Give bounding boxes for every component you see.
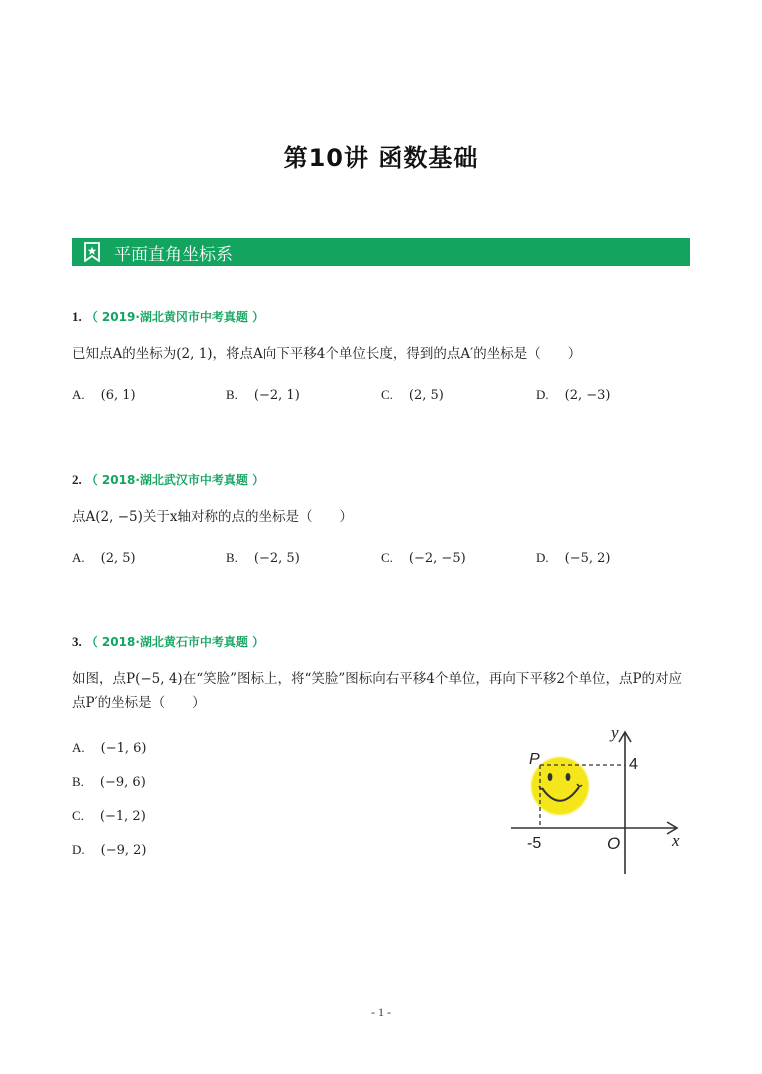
question-source: （ 2018·湖北黄石市中考真题 ）	[85, 635, 265, 649]
origin-label: O	[607, 834, 621, 853]
option-a[interactable]: A. (6, 1)	[72, 387, 136, 403]
option-b[interactable]: B. (−2, 1)	[226, 387, 300, 403]
section-header	[72, 238, 690, 266]
option-a[interactable]: A. (−1, 6)	[72, 740, 147, 756]
x-axis-label: x	[672, 831, 680, 850]
question-number: 2.	[72, 472, 82, 487]
question-source: （ 2018·湖北武汉市中考真题 ）	[85, 473, 265, 487]
question-2-text: 点A(2, −5)关于x轴对称的点的坐标是（ ）	[72, 509, 353, 525]
option-c[interactable]: C. (−2, −5)	[381, 550, 466, 566]
option-c[interactable]: C. (2, 5)	[381, 387, 444, 403]
option-d[interactable]: D. (−9, 2)	[72, 842, 147, 858]
page-number: - 1 -	[371, 1005, 391, 1019]
question-number: 3.	[72, 634, 82, 649]
question-3-header	[72, 633, 264, 650]
question-2-header	[72, 471, 264, 488]
option-a[interactable]: A. (2, 5)	[72, 550, 136, 566]
option-b[interactable]: B. (−9, 6)	[72, 774, 146, 790]
option-b[interactable]: B. (−2, 5)	[226, 550, 300, 566]
question-3-text: 如图，点P(−5, 4)在“笑脸”图标上，将“笑脸”图标向右平移4个单位，再向下平移2个单位，点P的对应点P′的坐标是（ ）	[72, 671, 683, 711]
question-1-text: 已知点A的坐标为(2, 1)，将点A向下平移4个单位长度，得到的点A′的坐标是（ ）	[72, 346, 582, 362]
point-p-label: P	[529, 751, 540, 768]
bookmark-star-icon	[80, 240, 104, 264]
question-number: 1.	[72, 309, 82, 324]
tick-label-minus5: -5	[527, 835, 542, 852]
option-d[interactable]: D. (−5, 2)	[536, 550, 611, 566]
page-title: 第10讲 函数基础	[283, 144, 479, 172]
tick-label-4: 4	[629, 756, 638, 773]
option-c[interactable]: C. (−1, 2)	[72, 808, 146, 824]
coordinate-figure	[505, 722, 695, 877]
question-1-header	[72, 308, 264, 325]
y-axis-label: y	[611, 723, 619, 742]
option-d[interactable]: D. (2, −3)	[536, 387, 611, 403]
section-title: 平面直角坐标系	[114, 244, 233, 265]
question-source: （ 2019·湖北黄冈市中考真题 ）	[85, 310, 265, 324]
